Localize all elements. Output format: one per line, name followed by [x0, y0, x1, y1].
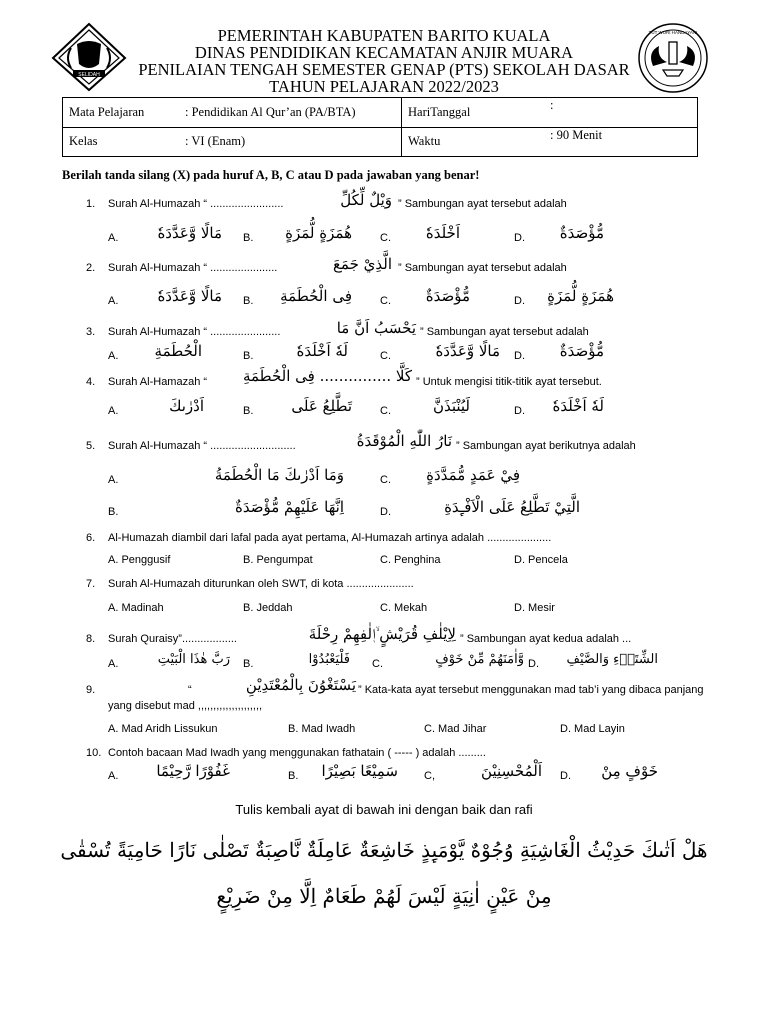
q1-opt-d[interactable]: مُّؤْصَدَةٌ — [559, 224, 604, 242]
q5-number: 5. — [86, 440, 96, 452]
rewrite-instruction: Tulis kembali ayat di bawah ini dengan baik dan rafi — [235, 802, 533, 817]
q7-opt-c[interactable]: C. Mekah — [380, 602, 428, 614]
q8-opt-b-letter[interactable]: B. — [243, 658, 254, 670]
q4-opt-c-letter[interactable]: C. — [380, 405, 391, 417]
q6-text: Al-Humazah diambil dari lafal pada ayat pertama, Al-Humazah artinya adalah ..................... — [108, 532, 552, 544]
q3-arabic: يَحْسَبُ اَنَّ مَا — [336, 319, 416, 337]
q5-opt-b-letter[interactable]: B. — [108, 506, 119, 518]
header-line-4: TAHUN PELAJARAN 2022/2023 — [269, 77, 499, 96]
q9-opt-d[interactable]: D. Mad Layin — [560, 723, 625, 735]
header-line-3: PENILAIAN TENGAH SEMESTER GENAP (PTS) SEKOLAH DASAR — [138, 60, 630, 79]
q10-opt-d[interactable]: خَوْفٍ مِنْ — [601, 762, 658, 780]
q5-opt-d[interactable]: الَّتِيْ تَطَّلِعُ عَلَى الْاَفْـِٕدَةِ — [444, 498, 580, 516]
info-table — [62, 97, 698, 157]
q3-pre: Surah Al-Humazah “ ....................... — [108, 326, 281, 338]
q1-opt-a[interactable]: مَالًا وَّعَدَّدَهٗ — [157, 224, 222, 242]
q10-opt-b-letter[interactable]: B. — [288, 770, 299, 782]
header-line-1: PEMERINTAH KABUPATEN BARITO KUALA — [217, 26, 551, 45]
q8-arabic: لِاِيْلٰفِ قُرَيْشٍ ۙاٖلٰفِهِمْ رِحْلَةَ — [308, 625, 456, 643]
q8-opt-c[interactable]: وَّاٰمَنَهُمْ مِّنْ خَوْفٍ — [435, 652, 524, 667]
q3-post: ” Sambungan ayat tersebut adalah — [420, 326, 589, 338]
kelas-label: Kelas — [63, 127, 180, 157]
ayat-line-2: مِنْ عَيْنٍ اٰنِيَةٍ لَيْسَ لَهُمْ طَعَامٌ اِلَّا مِنْ ضَرِيْعٍ — [216, 884, 552, 908]
q8-opt-d[interactable]: الشِّتَاۤءِ وَالصَّيْفِ — [566, 652, 658, 667]
q4-opt-b-letter[interactable]: B. — [243, 405, 254, 417]
q6-opt-d[interactable]: D. Pencela — [514, 554, 568, 566]
q9-opt-a[interactable]: A. Mad Aridh Lissukun — [108, 723, 218, 735]
q10-opt-c-letter[interactable]: C, — [424, 770, 435, 782]
q1-pre: Surah Al-Humazah “ ........................ — [108, 198, 284, 210]
q1-post: ” Sambungan ayat tersebut adalah — [398, 198, 567, 210]
q7-opt-d[interactable]: D. Mesir — [514, 602, 555, 614]
q10-opt-a[interactable]: غَفُوْرًا رَّحِيْمًا — [156, 762, 230, 780]
q3-opt-d-letter[interactable]: D. — [514, 350, 525, 362]
q2-pre: Surah Al-Humazah “ ...................... — [108, 262, 278, 274]
q5-opt-d-letter[interactable]: D. — [380, 506, 391, 518]
q8-opt-c-letter[interactable]: C. — [372, 658, 383, 670]
q1-opt-d-letter[interactable]: D. — [514, 232, 525, 244]
q2-opt-b[interactable]: فِى الْحُطَمَةِ — [280, 287, 352, 305]
q10-opt-d-letter[interactable]: D. — [560, 770, 571, 782]
q8-opt-a[interactable]: رَبَّ هٰذَا الْبَيْتِ — [157, 652, 230, 667]
q2-opt-a-letter[interactable]: A. — [108, 295, 119, 307]
q2-opt-b-letter[interactable]: B. — [243, 295, 254, 307]
q5-post: ” Sambungan ayat berikutnya adalah — [456, 440, 636, 452]
q9-open-quote: “ — [188, 684, 192, 696]
q5-opt-a[interactable]: وَمَا اَدْرٰىكَ مَا الْحُطَمَةُ — [214, 466, 344, 484]
q8-number: 8. — [86, 633, 96, 645]
q6-opt-c[interactable]: C. Penghina — [380, 554, 441, 566]
q1-opt-c[interactable]: اَخْلَدَهٗ — [425, 224, 460, 242]
q4-pre: Surah Al-Hamazah “ — [108, 376, 208, 388]
q8-opt-d-letter[interactable]: D. — [528, 658, 539, 670]
q9-post: ” Kata-kata ayat tersebut menggunakan mad tab’i yang dibaca panjang — [358, 684, 704, 696]
q1-opt-a-letter[interactable]: A. — [108, 232, 119, 244]
q1-opt-c-letter[interactable]: C. — [380, 232, 391, 244]
q8-pre: Surah Quraisy”.................. — [108, 633, 237, 645]
waktu-value: : 90 Menit — [544, 127, 698, 157]
q3-opt-b[interactable]: لَهٗ اَخْلَدَهٗ — [296, 342, 348, 360]
q4-opt-c[interactable]: لَيُنْبَذَنَّ — [432, 397, 470, 415]
q2-opt-d[interactable]: هُمَزَةٍ لُّمَزَةٍ — [547, 287, 614, 305]
q2-opt-c-letter[interactable]: C. — [380, 295, 391, 307]
q4-opt-a[interactable]: اَدْرٰىكَ — [169, 397, 204, 415]
hari-value: : — [544, 98, 698, 128]
q2-post: ” Sambungan ayat tersebut adalah — [398, 262, 567, 274]
q9-opt-c[interactable]: C. Mad Jihar — [424, 723, 487, 735]
q3-opt-d[interactable]: مُّؤْصَدَةٌ — [559, 342, 604, 360]
q8-post: ” Sambungan ayat kedua adalah ... — [460, 633, 632, 645]
mapel-label: Mata Pelajaran — [63, 98, 180, 128]
q1-opt-b[interactable]: هُمَزَةٍ لُّمَزَةٍ — [285, 224, 352, 242]
q10-opt-a-letter[interactable]: A. — [108, 770, 119, 782]
q4-opt-d-letter[interactable]: D. — [514, 405, 525, 417]
q6-opt-a[interactable]: A. Penggusif — [108, 554, 171, 566]
q5-opt-c-letter[interactable]: C. — [380, 474, 391, 486]
hari-label: HariTanggal — [402, 98, 545, 128]
q4-arabic: كَلَّا ............... فِى الْحُطَمَةِ — [242, 367, 412, 385]
q5-arabic: نَارُ اللّٰهِ الْمُوْقَدَةُ — [356, 432, 452, 450]
q5-opt-a-letter[interactable]: A. — [108, 474, 119, 486]
q7-opt-b[interactable]: B. Jeddah — [243, 602, 293, 614]
q4-opt-b[interactable]: تَطَّلِعُ عَلَى — [291, 397, 352, 415]
q3-number: 3. — [86, 326, 96, 338]
q3-opt-b-letter[interactable]: B. — [243, 350, 254, 362]
q9-line2: yang disebut mad ,,,,,,,,,,,,,,,,,,,,, — [108, 700, 263, 712]
q10-number: 10. — [86, 747, 102, 759]
svg-text:SELIDAH: SELIDAH — [78, 72, 100, 78]
q4-post: ” Untuk mengisi titik-titik ayat tersebut. — [416, 376, 602, 388]
q3-opt-c[interactable]: مَالًا وَّعَدَّدَهٗ — [435, 342, 500, 360]
q3-opt-a[interactable]: الْحُطَمَةِ — [154, 342, 202, 360]
instruction: Berilah tanda silang (X) pada huruf A, B, C atau D pada jawaban yang benar! — [62, 168, 480, 182]
q1-number: 1. — [86, 198, 96, 210]
q5-opt-c[interactable]: فِيْ عَمَدٍ مُّمَدَّدَةٍ — [426, 466, 520, 484]
q3-opt-c-letter[interactable]: C. — [380, 350, 391, 362]
q9-arabic: يَسْتَغْوُنَ بِالْمُعْتَدِيْنِ — [245, 676, 356, 694]
q6-opt-b[interactable]: B. Pengumpat — [243, 554, 313, 566]
q9-opt-b[interactable]: B. Mad Iwadh — [288, 723, 356, 735]
q2-opt-d-letter[interactable]: D. — [514, 295, 525, 307]
q8-opt-b[interactable]: فَلْيَعْبُدُوْا — [308, 652, 350, 667]
q4-opt-d[interactable]: لَهٗ اَخْلَدَهٗ — [552, 397, 604, 415]
q1-opt-b-letter[interactable]: B. — [243, 232, 254, 244]
q5-pre: Surah Al-Humazah “ ............................ — [108, 440, 296, 452]
svg-text:TUT WURI HANDAYANI: TUT WURI HANDAYANI — [648, 30, 698, 35]
q2-opt-c[interactable]: مُّؤْصَدَةٌ — [425, 287, 470, 305]
q1-arabic: وَيْلٌ لِّكُلِّ — [340, 191, 392, 209]
kelas-value: : VI (Enam) — [179, 127, 402, 157]
q10-opt-b[interactable]: سَمِيْعًا بَصِيْرًا — [321, 762, 398, 780]
q7-number: 7. — [86, 578, 96, 590]
q10-text: Contoh bacaan Mad Iwadh yang menggunakan fathatain ( ----- ) adalah ......... — [108, 747, 486, 759]
q8-opt-a-letter[interactable]: A. — [108, 658, 119, 670]
mapel-value: : Pendidikan Al Qur’an (PA/BTA) — [179, 98, 402, 128]
q2-opt-a[interactable]: مَالًا وَّعَدَّدَهٗ — [157, 287, 222, 305]
q7-opt-a[interactable]: A. Madinah — [108, 602, 164, 614]
q6-number: 6. — [86, 532, 96, 544]
q2-number: 2. — [86, 262, 96, 274]
q3-opt-a-letter[interactable]: A. — [108, 350, 119, 362]
q5-opt-b[interactable]: اِنَّهَا عَلَيْهِمْ مُّؤْصَدَةٌ — [235, 498, 344, 516]
q4-number: 4. — [86, 376, 96, 388]
ayat-line-1: هَلْ اَتٰىكَ حَدِيْثُ الْغَاشِيَةِ وُجُوْهٌ يَّوْمَىِٕذٍ خَاشِعَةٌ عَامِلَةٌ نَّاصِبَةٌ تَصْلٰى نَارًا حَامِيَةً تُسْقٰى — [60, 838, 708, 862]
q4-opt-a-letter[interactable]: A. — [108, 405, 119, 417]
q2-arabic: الَّذِيْ جَمَعَ — [332, 255, 392, 273]
waktu-label: Waktu — [402, 127, 545, 157]
q10-opt-c[interactable]: اَلْمُحْسِنِيْنَ — [481, 762, 542, 780]
header-line-2: DINAS PENDIDIKAN KECAMATAN ANJIR MUARA — [194, 43, 574, 62]
q9-number: 9. — [86, 684, 96, 696]
q7-text: Surah Al-Humazah diturunkan oleh SWT, di kota ...................... — [108, 578, 414, 590]
